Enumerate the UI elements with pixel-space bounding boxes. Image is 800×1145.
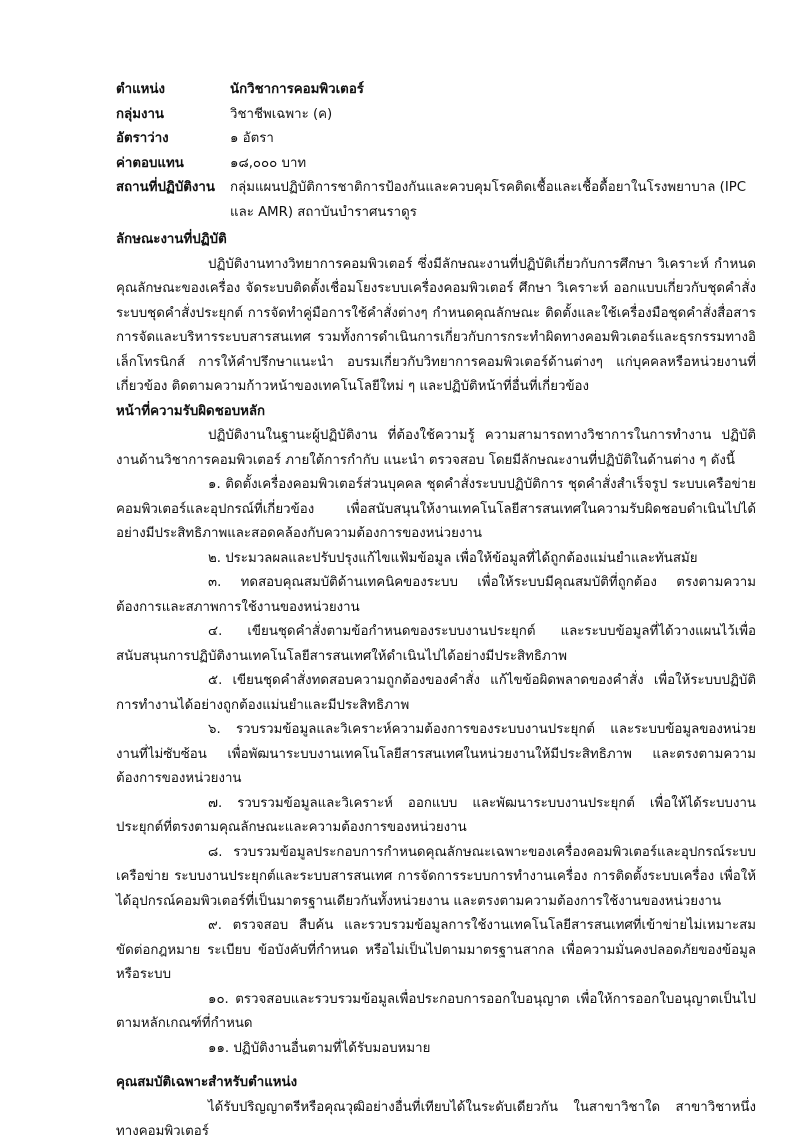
group-label: กลุ่มงาน <box>116 106 165 122</box>
vacancy-value: ๑ อัตรา <box>230 131 274 146</box>
responsibilities-intro: ปฏิบัติงานในฐานะผู้ปฏิบัติงาน ที่ต้องใช้ความรู้ ความสามารถทางวิชาการในการทำงาน ปฏิบัติงานด้านวิชาการคอมพิวเตอร์ ภายใต้การกำกับ แนะนำ ตรวจสอบ โดยมีลักษณะงานที่ปฏิบัติในด้านต่าง ๆ ดังนี้ <box>116 428 756 468</box>
group-value: วิชาชีพเฉพาะ (ค) <box>230 106 333 122</box>
responsibility-item: ๑. ติดตั้งเครื่องคอมพิวเตอร์ส่วนบุคคล ชุดคำสั่งระบบปฏิบัติการ ชุดคำสั่งสำเร็จรูป ระบบเครือข่ายคอมพิวเตอร์และอุปกรณ์ที่เกี่ยวข้อง เพื่อสนับสนุนให้งานเทคโนโลยีสารสนเทศในความรับผิดชอบดำเนินไปได้อย่างมีประสิทธิภาพและสอดคล้องกับความต้องการของหน่วยงาน <box>116 477 756 541</box>
workplace-row <box>116 176 756 225</box>
responsibility-item: ๔. เขียนชุดคำสั่งตามข้อกำหนดของระบบงานประยุกต์ และระบบข้อมูลที่ได้วางแผนไว้เพื่อสนับสนุนการปฏิบัติงานเทคโนโลยีสารสนเทศให้ดำเนินไปได้อย่างมีประสิทธิภาพ <box>116 624 756 664</box>
vacancy-label: อัตราว่าง <box>116 131 169 146</box>
vacancy-row <box>116 127 756 152</box>
responsibility-item: ๑๑. ปฏิบัติงานอื่นตามที่ได้รับมอบหมาย <box>208 1040 431 1056</box>
salary-label: ค่าตอบแทน <box>116 155 184 171</box>
position-header <box>116 78 756 225</box>
responsibilities-heading: หน้าที่ความรับผิดชอบหลัก <box>116 403 266 419</box>
workplace-value: กลุ่มแผนปฏิบัติการชาติการป้องกันและควบคุมโรคติดเชื้อและเชื้อดื้อยาในโรงพยาบาล (IPC และ AMR) สถาบันบำราศนราดูร <box>230 180 747 220</box>
responsibility-item: ๖. รวบรวมข้อมูลและวิเคราะห์ความต้องการของระบบงานประยุกต์ และระบบข้อมูลของหน่วยงานที่ไม่ซับซ้อน เพื่อพัฒนาระบบงานเทคโนโลยีสารสนเทศในหน่วยงานให้มีประสิทธิภาพ และตรงตามความต้องการของหน่วยงาน <box>116 722 756 786</box>
qualifications-heading: คุณสมบัติเฉพาะสำหรับตำแหน่ง <box>116 1075 298 1090</box>
responsibility-item: ๗. รวบรวมข้อมูลและวิเคราะห์ ออกแบบ และพัฒนาระบบงานประยุกต์ เพื่อให้ได้ระบบงานประยุกต์ที่ตรงตามคุณลักษณะและความต้องการของหน่วยงาน <box>116 795 756 835</box>
qualifications-text: ได้รับปริญญาตรีหรือคุณวุฒิอย่างอื่นที่เทียบได้ในระดับเดียวกัน ในสาขาวิชาใด สาขาวิชาหนึ่งทางคอมพิวเตอร์ <box>116 1099 756 1139</box>
responsibility-item: ๑๐. ตรวจสอบและรวบรวมข้อมูลเพื่อประกอบการออกใบอนุญาต เพื่อให้การออกใบอนุญาตเป็นไปตามหลักเกณฑ์ที่กำหนด <box>116 991 756 1031</box>
position-row <box>116 78 756 103</box>
section-gap <box>116 1061 756 1071</box>
salary-value: ๑๘,๐๐๐ บาท <box>230 155 307 171</box>
document-body <box>116 228 756 1145</box>
salary-row <box>116 152 756 177</box>
responsibility-item: ๙. ตรวจสอบ สืบค้น และรวบรวมข้อมูลการใช้งานเทคโนโลยีสารสนเทศที่เข้าข่ายไม่เหมาะสม ขัดต่อกฎหมาย ระเบียบ ข้อบังคับที่กำหนด หรือไม่เป็นไปตามมาตรฐานสากล เพื่อความมั่นคงปลอดภัยของข้อมูลหรือระบบ <box>116 918 756 982</box>
responsibility-item: ๘. รวบรวมข้อมูลประกอบการกำหนดคุณลักษณะเฉพาะของเครื่องคอมพิวเตอร์และอุปกรณ์ระบบเครือข่าย ระบบงานประยุกต์และระบบสารสนเทศ การจัดการระบบการทำงานเครื่อง การติดตั้งระบบเครื่อง เพื่อให้ได้อุปกรณ์คอมพิวเตอร์ที่เป็นมาตรฐานเดียวกันทั้งหน่วยงาน และตรงตามความต้องการใช้งานของหน่วยงาน <box>116 844 756 909</box>
responsibility-item: ๒. ประมวลผลและปรับปรุงแก้ไขแฟ้มข้อมูล เพื่อให้ข้อมูลที่ได้ถูกต้องแม่นยำและทันสมัย <box>208 550 698 566</box>
job-description-heading: ลักษณะงานที่ปฏิบัติ <box>116 232 227 247</box>
responsibility-item: ๓. ทดสอบคุณสมบัติด้านเทคนิคของระบบ เพื่อให้ระบบมีคุณสมบัติที่ถูกต้อง ตรงตามความต้องการและสภาพการใช้งานของหน่วยงาน <box>116 575 756 615</box>
group-row <box>116 103 756 128</box>
responsibility-item: ๕. เขียนชุดคำสั่งทดสอบความถูกต้องของคำสั่ง แก้ไขข้อผิดพลาดของคำสั่ง เพื่อให้ระบบปฏิบัติการทำงานได้อย่างถูกต้องแม่นยำและมีประสิทธิภาพ <box>116 673 756 713</box>
workplace-label: สถานที่ปฏิบัติงาน <box>116 180 215 195</box>
position-label: ตำแหน่ง <box>116 82 166 97</box>
job-description-text: ปฏิบัติงานทางวิทยาการคอมพิวเตอร์ ซึ่งมีลักษณะงานที่ปฏิบัติเกี่ยวกับการศึกษา วิเคราะห์ กำหนดคุณลักษณะของเครื่อง จัดระบบติดตั้งเชื่อมโยงระบบเครื่องคอมพิวเตอร์ ศึกษา วิเคราะห์ ออกแบบเกี่ยวกับชุดคำสั่ง ระบบชุดคำสั่งประยุกต์ การจัดทำคู่มือการใช้คำสั่งต่างๆ กำหนดคุณลักษณะ ติดตั้งและใช้เครื่องมือชุดคำสั่งสื่อสาร การจัดและบริหารระบบสารสนเทศ รวมทั้งการดำเนินการเกี่ยวกับการกระทำผิดทางคอมพิวเตอร์และธุรกรรมทางอิเล็กโทรนิกส์ การให้คำปรึกษาแนะนำ อบรมเกี่ยวกับวิทยาการคอมพิวเตอร์ด้านต่างๆ แก่บุคคลหรือหน่วยงานที่เกี่ยวข้อง ติดตามความก้าวหน้าของเทคโนโลยีใหม่ ๆ และปฏิบัติหน้าที่อื่นที่เกี่ยวข้อง <box>116 256 756 394</box>
position-value: นักวิชาการคอมพิวเตอร์ <box>230 82 364 97</box>
